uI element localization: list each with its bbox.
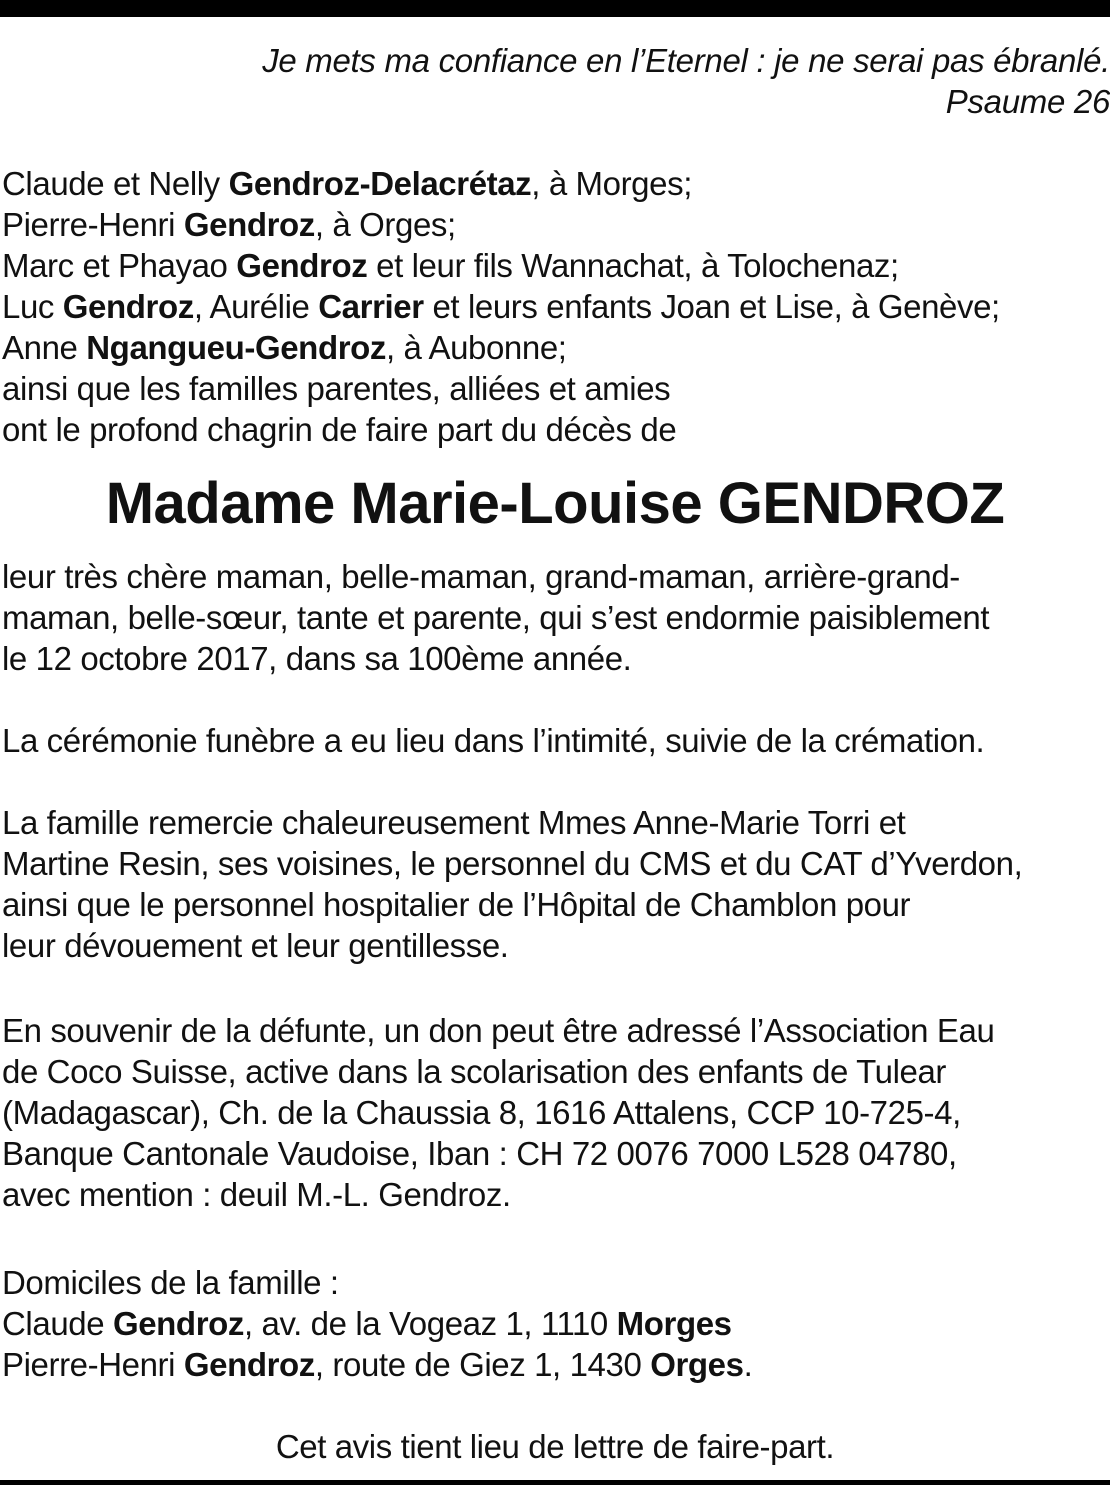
paragraph-line: maman, belle-sœur, tante et parente, qui s’est endormie paisiblement xyxy=(2,599,990,636)
family-surname: Gendroz xyxy=(62,288,194,325)
paragraph-line: leur très chère maman, belle-maman, grand-maman, arrière-grand- xyxy=(2,558,960,595)
domiciles-heading: Domiciles de la famille : xyxy=(2,1264,339,1301)
family-surname: Gendroz-Delacrétaz xyxy=(228,165,532,202)
domicile-town: Orges xyxy=(650,1346,744,1383)
family-line xyxy=(2,163,1108,204)
family-line-text: , à Morges; xyxy=(531,165,692,202)
family-line-text: Marc et Phayao xyxy=(2,247,237,284)
domicile-text: Claude xyxy=(2,1305,113,1342)
family-list xyxy=(2,163,1108,450)
family-line-text: et leurs enfants Joan et Lise, à Genève; xyxy=(423,288,1000,325)
family-line xyxy=(2,286,1108,327)
family-line-text: , Aurélie xyxy=(193,288,319,325)
domicile-text: . xyxy=(743,1346,753,1383)
paragraph-line: Banque Cantonale Vaudoise, Iban : CH 72 0076 7000 L528 04780, xyxy=(2,1135,957,1172)
thanks-paragraph xyxy=(2,802,1108,966)
epigraph xyxy=(10,40,1110,122)
paragraph-line: ainsi que le personnel hospitalier de l’Hôpital de Chamblon pour xyxy=(2,886,911,923)
family-line-text: Luc xyxy=(2,288,63,325)
domicile-town: Morges xyxy=(616,1305,732,1342)
family-surname: Carrier xyxy=(318,288,424,325)
family-line-text: Claude et Nelly xyxy=(2,165,229,202)
family-surname: Gendroz xyxy=(236,247,368,284)
closing-note: Cet avis tient lieu de lettre de faire-part. xyxy=(275,1428,835,1465)
family-surname: Ngangueu-Gendroz xyxy=(86,329,387,366)
paragraph-line: La famille remercie chaleureusement Mmes Anne-Marie Torri et xyxy=(2,804,906,841)
deceased-name: Madame Marie-Louise GENDROZ xyxy=(105,471,1005,536)
epigraph-quote: Je mets ma confiance en l’Eternel : je ne serai pas ébranlé. xyxy=(262,42,1110,79)
tribute-paragraph xyxy=(2,556,1108,679)
family-line-text: et leur fils Wannachat, à Tolochenaz; xyxy=(367,247,899,284)
family-tail-line: ainsi que les familles parentes, alliées et amies xyxy=(2,370,671,407)
paragraph-line: le 12 octobre 2017, dans sa 100ème année. xyxy=(2,640,632,677)
bottom-rule xyxy=(0,1480,1110,1485)
domicile-entry xyxy=(2,1344,1108,1385)
paragraph-line: (Madagascar), Ch. de la Chaussia 8, 1616 Attalens, CCP 10-725-4, xyxy=(2,1094,961,1131)
family-line xyxy=(2,327,1108,368)
family-line-text: Pierre-Henri xyxy=(2,206,184,243)
domicile-text: Pierre-Henri xyxy=(2,1346,184,1383)
paragraph-line: Martine Resin, ses voisines, le personnel du CMS et du CAT d’Yverdon, xyxy=(2,845,1023,882)
family-tail-line: ont le profond chagrin de faire part du décès de xyxy=(2,411,677,448)
family-line-text: , à Aubonne; xyxy=(386,329,567,366)
ceremony-paragraph xyxy=(2,720,1108,761)
family-line-text: Anne xyxy=(2,329,87,366)
family-line xyxy=(2,204,1108,245)
paragraph-line: leur dévouement et leur gentillesse. xyxy=(2,927,509,964)
paragraph-line: En souvenir de la défunte, un don peut être adressé l’Association Eau xyxy=(2,1012,995,1049)
domicile-text: , av. de la Vogeaz 1, 1110 xyxy=(244,1305,617,1342)
domicile-surname: Gendroz xyxy=(183,1346,315,1383)
domicile-entry xyxy=(2,1303,1108,1344)
top-rule xyxy=(0,0,1110,17)
paragraph-line: de Coco Suisse, active dans la scolarisation des enfants de Tulear xyxy=(2,1053,946,1090)
domicile-text: , route de Giez 1, 1430 xyxy=(314,1346,651,1383)
paragraph-line: avec mention : deuil M.-L. Gendroz. xyxy=(2,1176,511,1213)
paragraph-line: La cérémonie funèbre a eu lieu dans l’intimité, suivie de la crémation. xyxy=(2,722,985,759)
epigraph-source: Psaume 26 xyxy=(945,83,1110,120)
donation-paragraph xyxy=(2,1010,1108,1215)
domicile-surname: Gendroz xyxy=(112,1305,244,1342)
family-line-text: , à Orges; xyxy=(314,206,456,243)
domiciles-section xyxy=(2,1262,1108,1385)
family-surname: Gendroz xyxy=(183,206,315,243)
family-line xyxy=(2,245,1108,286)
